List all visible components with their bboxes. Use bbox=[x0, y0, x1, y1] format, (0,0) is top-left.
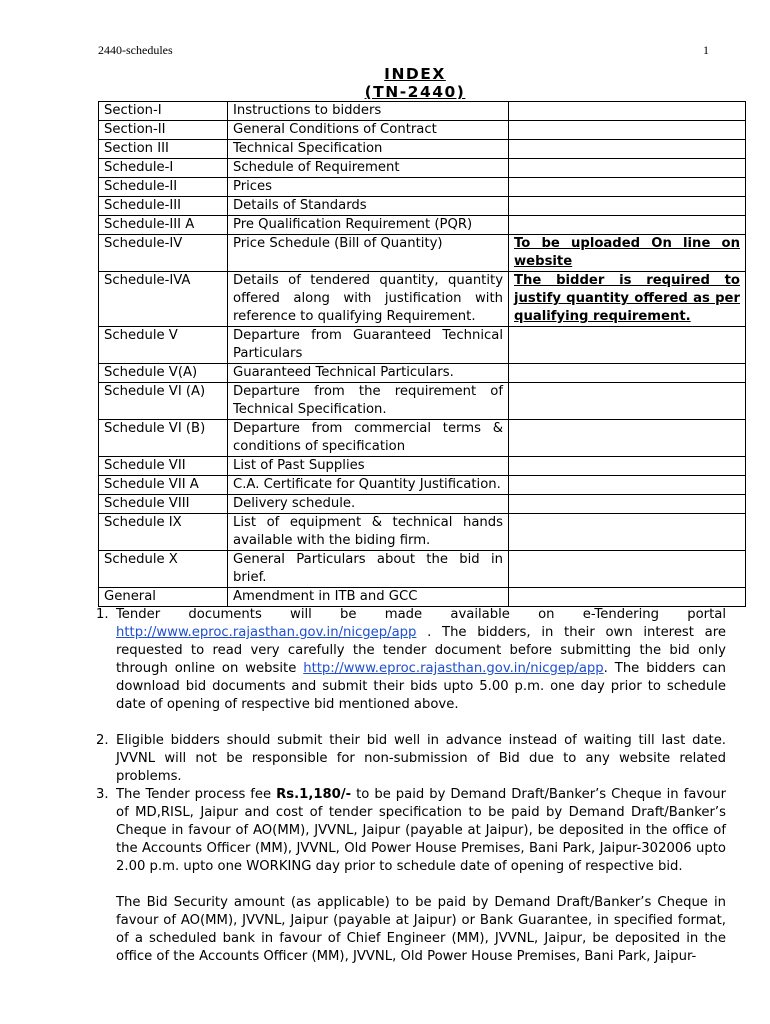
section-cell: Schedule V bbox=[99, 327, 228, 364]
section-cell: Schedule-III A bbox=[99, 216, 228, 235]
note-text: . The bidders can download bid documents and submit their bids upto 5.00 p.m. one day prior to schedule date of opening of respective bid mentioned above. bbox=[116, 661, 726, 712]
table-row bbox=[99, 364, 746, 383]
eproc-website-link[interactable]: http://www.eproc.rajasthan.gov.in/nicgep/app bbox=[303, 661, 604, 676]
document-name: 2440-schedules bbox=[98, 43, 173, 57]
table-row bbox=[99, 588, 746, 607]
remarks-cell bbox=[509, 551, 746, 588]
description-cell: Amendment in ITB and GCC bbox=[228, 588, 509, 607]
table-row bbox=[99, 327, 746, 364]
remarks-cell bbox=[509, 495, 746, 514]
description-cell: General Particulars about the bid in brief. bbox=[228, 551, 509, 588]
remarks-cell bbox=[509, 514, 746, 551]
table-row bbox=[99, 140, 746, 159]
note-body bbox=[116, 786, 726, 876]
table-row bbox=[99, 121, 746, 140]
table-row bbox=[99, 216, 746, 235]
remarks-cell bbox=[509, 383, 746, 420]
bid-security-paragraph: The Bid Security amount (as applicable) to be paid by Demand Draft/Banker’s Cheque in favour of AO(MM), JVVNL, Jaipur (payable at Jaipur) or Bank Guarantee, in specified format, of a scheduled bank in favour of Chief Engineer (MM), JVVNL, Jaipur, be deposited in the office of the Accounts Officer (MM), JVVNL, Old Power House Premises, Bani Park, Jaipur- bbox=[116, 895, 726, 964]
note-1 bbox=[96, 606, 726, 714]
table-row bbox=[99, 476, 746, 495]
section-cell: Schedule VII A bbox=[99, 476, 228, 495]
remarks-cell bbox=[509, 121, 746, 140]
section-cell: Section-I bbox=[99, 102, 228, 121]
remarks-cell: The bidder is required to justify quantity offered as per qualifying requirement. bbox=[509, 272, 746, 327]
note-body bbox=[116, 606, 726, 714]
notes-section bbox=[96, 606, 726, 966]
table-row bbox=[99, 159, 746, 178]
section-cell: General bbox=[99, 588, 228, 607]
description-cell: Details of tendered quantity, quantity offered along with justification with reference to qualifying Requirement. bbox=[228, 272, 509, 327]
note-body: Eligible bidders should submit their bid well in advance instead of waiting till last date. JVVNL will not be responsible for non-submission of Bid due to any website related problems. bbox=[116, 733, 726, 784]
remarks-cell bbox=[509, 197, 746, 216]
section-cell: Schedule-IV bbox=[99, 235, 228, 272]
description-cell: Prices bbox=[228, 178, 509, 197]
section-cell: Schedule-II bbox=[99, 178, 228, 197]
table-row bbox=[99, 235, 746, 272]
remarks-cell bbox=[509, 178, 746, 197]
section-cell: Schedule IX bbox=[99, 514, 228, 551]
remarks-cell bbox=[509, 588, 746, 607]
section-cell: Schedule X bbox=[99, 551, 228, 588]
description-cell: Guaranteed Technical Particulars. bbox=[228, 364, 509, 383]
description-cell: Technical Specification bbox=[228, 140, 509, 159]
tender-fee-amount: Rs.1,180/- bbox=[276, 787, 352, 802]
remarks-cell bbox=[509, 457, 746, 476]
section-cell: Schedule VII bbox=[99, 457, 228, 476]
description-cell: Delivery schedule. bbox=[228, 495, 509, 514]
index-table bbox=[98, 101, 746, 607]
table-row bbox=[99, 102, 746, 121]
section-cell: Schedule V(A) bbox=[99, 364, 228, 383]
description-cell: Departure from Guaranteed Technical Particulars bbox=[228, 327, 509, 364]
table-row bbox=[99, 272, 746, 327]
section-cell: Schedule VI (A) bbox=[99, 383, 228, 420]
section-cell: Schedule VIII bbox=[99, 495, 228, 514]
note-3 bbox=[96, 786, 726, 876]
description-cell: General Conditions of Contract bbox=[228, 121, 509, 140]
remarks-cell bbox=[509, 476, 746, 495]
description-cell: Instructions to bidders bbox=[228, 102, 509, 121]
note-number: 3. bbox=[96, 787, 109, 802]
note-text: The Tender process fee bbox=[116, 787, 277, 802]
description-cell: C.A. Certificate for Quantity Justification. bbox=[228, 476, 509, 495]
table-row bbox=[99, 457, 746, 476]
note-text: to be paid by Demand Draft/Banker’s Cheque in favour of MD,RISL, Jaipur and cost of tender specification to be paid by Demand Draft/Banker’s Cheque in favour of AO(MM), JVVNL, Jaipur (payable at Jaipur), be deposited in the office of the Accounts Officer (MM), JVVNL, Old Power House Premises, Bani Park, Jaipur-302006 upto 2.00 p.m. upto one WORKING day prior to schedule date of opening of respective bid. bbox=[116, 787, 726, 874]
table-row bbox=[99, 178, 746, 197]
description-cell: List of equipment & technical hands available with the biding firm. bbox=[228, 514, 509, 551]
section-cell: Section-II bbox=[99, 121, 228, 140]
page-number: 1 bbox=[703, 43, 709, 57]
table-row bbox=[99, 197, 746, 216]
description-cell: Details of Standards bbox=[228, 197, 509, 216]
section-cell: Schedule-I bbox=[99, 159, 228, 178]
section-cell: Section III bbox=[99, 140, 228, 159]
description-cell: Pre Qualification Requirement (PQR) bbox=[228, 216, 509, 235]
eproc-portal-link[interactable]: http://www.eproc.rajasthan.gov.in/nicgep/app bbox=[116, 625, 417, 640]
section-cell: Schedule-IVA bbox=[99, 272, 228, 327]
remarks-cell bbox=[509, 420, 746, 457]
remarks-cell bbox=[509, 216, 746, 235]
description-cell: Departure from the requirement of Technical Specification. bbox=[228, 383, 509, 420]
table-row bbox=[99, 383, 746, 420]
index-title: INDEX bbox=[384, 65, 446, 83]
section-cell: Schedule-III bbox=[99, 197, 228, 216]
note-number: 1. bbox=[96, 607, 109, 622]
table-row bbox=[99, 495, 746, 514]
description-cell: Schedule of Requirement bbox=[228, 159, 509, 178]
note-number: 2. bbox=[96, 733, 109, 748]
remarks-cell bbox=[509, 102, 746, 121]
note-text: . The bidders, in their own interest are requested to read very carefully the tender document before submitting the bid only through online on website bbox=[116, 625, 726, 676]
section-cell: Schedule VI (B) bbox=[99, 420, 228, 457]
remarks-cell bbox=[509, 159, 746, 178]
description-cell: Price Schedule (Bill of Quantity) bbox=[228, 235, 509, 272]
tender-number-title: (TN-2440) bbox=[364, 83, 466, 101]
remarks-cell bbox=[509, 327, 746, 364]
description-cell: Departure from commercial terms & conditions of specification bbox=[228, 420, 509, 457]
table-row bbox=[99, 420, 746, 457]
remarks-cell bbox=[509, 364, 746, 383]
note-2 bbox=[96, 732, 726, 786]
remarks-cell: To be uploaded On line on website bbox=[509, 235, 746, 272]
table-row bbox=[99, 514, 746, 551]
remarks-cell bbox=[509, 140, 746, 159]
table-row bbox=[99, 551, 746, 588]
description-cell: List of Past Supplies bbox=[228, 457, 509, 476]
note-text: Tender documents will be made available on e-Tendering portal bbox=[116, 607, 726, 622]
